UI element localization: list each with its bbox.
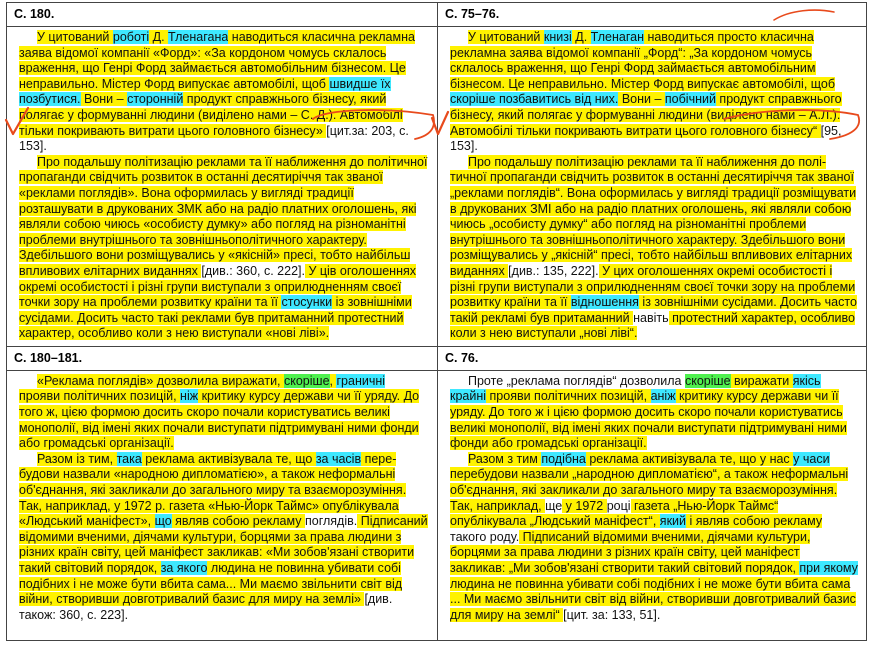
cyan-highlight: книзі	[543, 30, 572, 44]
section-header-right-1: С. 75–76.	[438, 3, 867, 27]
yellow-highlight: продукт справжнього бізнесу, який полягає у формуванні людини (виділено нами – С. Д.). Автомобілі тільки покривають витрати цього головного бізнесу»	[19, 92, 403, 138]
pen-scribble-mark	[770, 6, 840, 24]
yellow-highlight: перебудови назвали „народною дипломатією“, а також неформальні об'єднання, які закликали до загального миру та взаєморозуміння. Так, наприклад,	[450, 467, 849, 513]
paragraph	[19, 155, 429, 342]
plain-text: такого роду.	[450, 529, 520, 544]
yellow-highlight: У цих оголошеннях окремі особистості і різні групи виступали з оприлюдненням своєї точки зору на проблеми розвитку країни та її	[450, 263, 856, 310]
paragraph	[450, 452, 858, 624]
cyan-highlight: швидше їх позбутися.	[19, 76, 391, 107]
plain-text: [95, 153].	[450, 123, 842, 154]
green-highlight: скоріше	[685, 373, 731, 388]
yellow-highlight: Д.	[149, 30, 169, 44]
yellow-highlight: у 1972	[562, 498, 607, 513]
yellow-highlight: реклама активізувала те, що	[141, 451, 316, 466]
plain-text: [див. також: 360, с. 223].	[19, 592, 393, 622]
plain-text: [див.: 360, с. 222].	[201, 263, 305, 278]
underline-mark-right	[720, 103, 865, 143]
cyan-highlight: у часи	[793, 451, 830, 466]
yellow-highlight: Д.	[571, 30, 591, 44]
cyan-highlight: така	[116, 451, 142, 466]
cyan-highlight: подібна	[541, 451, 586, 466]
yellow-highlight: і являв собою рекламу	[686, 514, 823, 529]
cyan-highlight: Тленаган	[590, 30, 644, 44]
yellow-highlight: У цитований	[468, 30, 544, 44]
cyan-highlight: скоріше позбавитись від них.	[450, 92, 619, 107]
yellow-highlight: Вони –	[618, 92, 665, 107]
cyan-highlight: аніж	[650, 389, 676, 404]
cyan-highlight: роботі	[112, 30, 150, 44]
underline-mark-left	[295, 105, 440, 143]
yellow-highlight: Про подальшу політизацію реклами та її наближення до політичної пропаганди свідчить розвиток в останні десятиріччя так званої «реклами поглядів». Вона оформилась у вигляді традиції розташувати в друкованих ЗМК або на радіо платних оголошень, які являли собою чиюсь «особисту думку» або погляд на різноманітні проблеми внутрішнього та зовнішньополітичного характеру. Здебільшого вони розміщувались у «якісній» пресі, тобто найбільш впливових елітарних виданнях	[19, 154, 428, 278]
yellow-highlight: прояви політичних позицій,	[486, 389, 651, 404]
section-header-right-2: С. 76.	[438, 346, 867, 370]
yellow-highlight: ,	[329, 373, 337, 388]
plain-text: році	[606, 498, 631, 513]
yellow-highlight: «Реклама поглядів» дозволила виражати,	[37, 373, 284, 388]
paragraph	[19, 374, 429, 452]
yellow-highlight: виражати	[730, 373, 793, 388]
paragraph	[450, 155, 858, 342]
plain-text: [див.: 135, 222].	[508, 263, 599, 278]
yellow-highlight: продукт справжнього бізнесу, який полягає у формуванні людини (виділено нами – А.Л.). Автомобілі тільки покривають витрати цього головного бізнесу“	[450, 92, 842, 138]
yellow-highlight: прояви політичних позицій,	[19, 389, 181, 404]
content-row-2	[7, 370, 867, 640]
yellow-highlight: реклама активізувала те, що у нас	[585, 451, 794, 466]
cyan-highlight: Тленагана	[168, 30, 229, 44]
yellow-highlight: перебудови назвали «народною дипломатією», а також неформальні об'єднання, які закликали до загального миру та взаєморозуміння. Так, наприклад, у 1972 р. газета «Нью-Йорк Таймс» опублікувала «Людський маніфест»,	[19, 451, 407, 529]
yellow-highlight: Вони –	[80, 92, 128, 107]
yellow-highlight: людина не повинна убивати собі подібних і не може бути вбита сама... Ми маємо звільнити світ від війни, створивши довготривалий базис для миру на землі»	[19, 561, 403, 607]
plain-text: ще	[545, 498, 563, 513]
yellow-highlight: Разом із тим,	[37, 451, 117, 466]
paragraph	[19, 452, 429, 624]
yellow-highlight: із зовнішніми сусідами. Досить часто такі реклами був притаманний протестний характер, особливо коли з нею виступали «нові ліві».	[19, 295, 412, 341]
cyan-highlight: граничні	[336, 373, 386, 388]
cyan-highlight: ніж	[180, 389, 199, 404]
cyan-highlight: при якому	[799, 561, 858, 575]
yellow-highlight: наводиться класична рекламна заява відомої компанії «Форд»: «За кордоном чомусь склалось враження, що Генрі Форд займається автомобільним бізнесом. Це неправильно. Містер Форд випускає автомобілі, щоб	[19, 30, 415, 91]
yellow-highlight: протестний характер, особливо коли з нею виступали „нові ліві“.	[450, 310, 855, 341]
cyan-highlight: відношення	[570, 295, 639, 310]
paragraph	[450, 374, 858, 452]
yellow-highlight: У ців оголошеннях окремі особистості і різні групи виступали з оприлюдненням своєї точки зору на проблеми розвитку країни та її	[19, 263, 417, 310]
checkmark-left-icon	[0, 100, 40, 145]
plain-text: навіть	[633, 310, 669, 325]
yellow-highlight: У цитований	[37, 30, 113, 44]
plain-text: [цит.за: 203, с. 153].	[19, 123, 409, 154]
plain-text: поглядів.	[304, 514, 358, 529]
yellow-highlight: Разом з тим	[468, 451, 542, 466]
excerpt-original-1	[7, 27, 438, 347]
section-header-left-1: С. 180.	[7, 3, 438, 27]
plain-text: [цит. за: 133, 51].	[563, 607, 661, 622]
yellow-highlight: людина не повинна убивати собі подібних і не може бути вбита сама ... Ми маємо звільнити світ від війни, створивши довготривалий базис для миру на землі“	[450, 576, 856, 622]
yellow-highlight: із зовнішніми сусідами. Досить часто такій рекламі був притаманний	[450, 295, 857, 325]
yellow-highlight: Підписаний відомими вченими, діячами культури, борцями за права людини з різних країн світу, цей маніфест закликав: «Ми зобов'язані створити такий світовий порядок,	[19, 514, 428, 575]
excerpt-original-2	[7, 370, 438, 640]
header-row-2	[7, 346, 867, 370]
cyan-highlight: за часів	[315, 451, 362, 466]
yellow-highlight: наводиться просто класична рекламна заява відомої компанії „Форд“: „За кордоном чомусь склалось враження, що Генрі Форд займається автомобільним бізнесом. Це неправильно. Містер Форд випускає автомобілі, щоб	[450, 30, 836, 91]
excerpt-compared-1	[438, 27, 867, 347]
cyan-highlight: за якого	[160, 561, 208, 575]
cyan-highlight: побічний	[664, 92, 716, 107]
header-row-1	[7, 3, 867, 27]
yellow-highlight: критику курсу держави чи її уряду. До того ж, цією формою досить скоро почали користуватись великі монополії, від імені яких почали виступати підтримувані ними фонди або громадські організації.	[19, 389, 420, 451]
cyan-highlight: який	[659, 514, 686, 529]
cyan-highlight: стосунки	[281, 295, 333, 310]
yellow-highlight: газета „Нью-Йорк Таймс“ опублікувала „Людський маніфест“,	[450, 498, 779, 529]
yellow-highlight: критику курсу держави чи її уряду. До того ж і цією формою досить скоро почали користуватись великі монополії, від імені яких почали виступати підтримувані ними фонди або громадські організації.	[450, 389, 847, 451]
cyan-highlight: якісь крайні	[450, 373, 821, 404]
section-header-left-2: С. 180–181.	[7, 346, 438, 370]
yellow-highlight: Підписаний відомими вченими, діячами культури, борцями за права людини з різних країн світу, цей маніфест закликав: „Ми зобов'язані створити такий світовий порядок,	[450, 529, 811, 575]
content-row-1	[7, 27, 867, 347]
yellow-highlight: Про подальшу політизацію реклами та її наближення до політичної пропаганди свідчить розвиток в останні десятиріччя так званої „реклами поглядів“. Вона оформилась у вигляді традиції розміщувати в друкованих ЗМІ або на радіо платних оголошень, які являли собою чиюсь „особисту думку“ або погляд на різноманітні проблеми внутрішнього та зовнішньополітичного характеру. Здебільшого вони розміщувались у „якісній“ пресі, тобто найбільш впливових елітарних виданнях	[450, 154, 857, 278]
excerpt-compared-2	[438, 370, 867, 640]
green-highlight: скоріше	[284, 373, 330, 388]
yellow-highlight: являв собою рекламу	[171, 514, 305, 529]
comparison-table	[6, 2, 867, 641]
plain-text: Проте „реклама поглядів“ дозволила	[468, 373, 685, 388]
cyan-highlight: що	[154, 514, 172, 529]
cyan-highlight: сторонній	[127, 92, 184, 107]
